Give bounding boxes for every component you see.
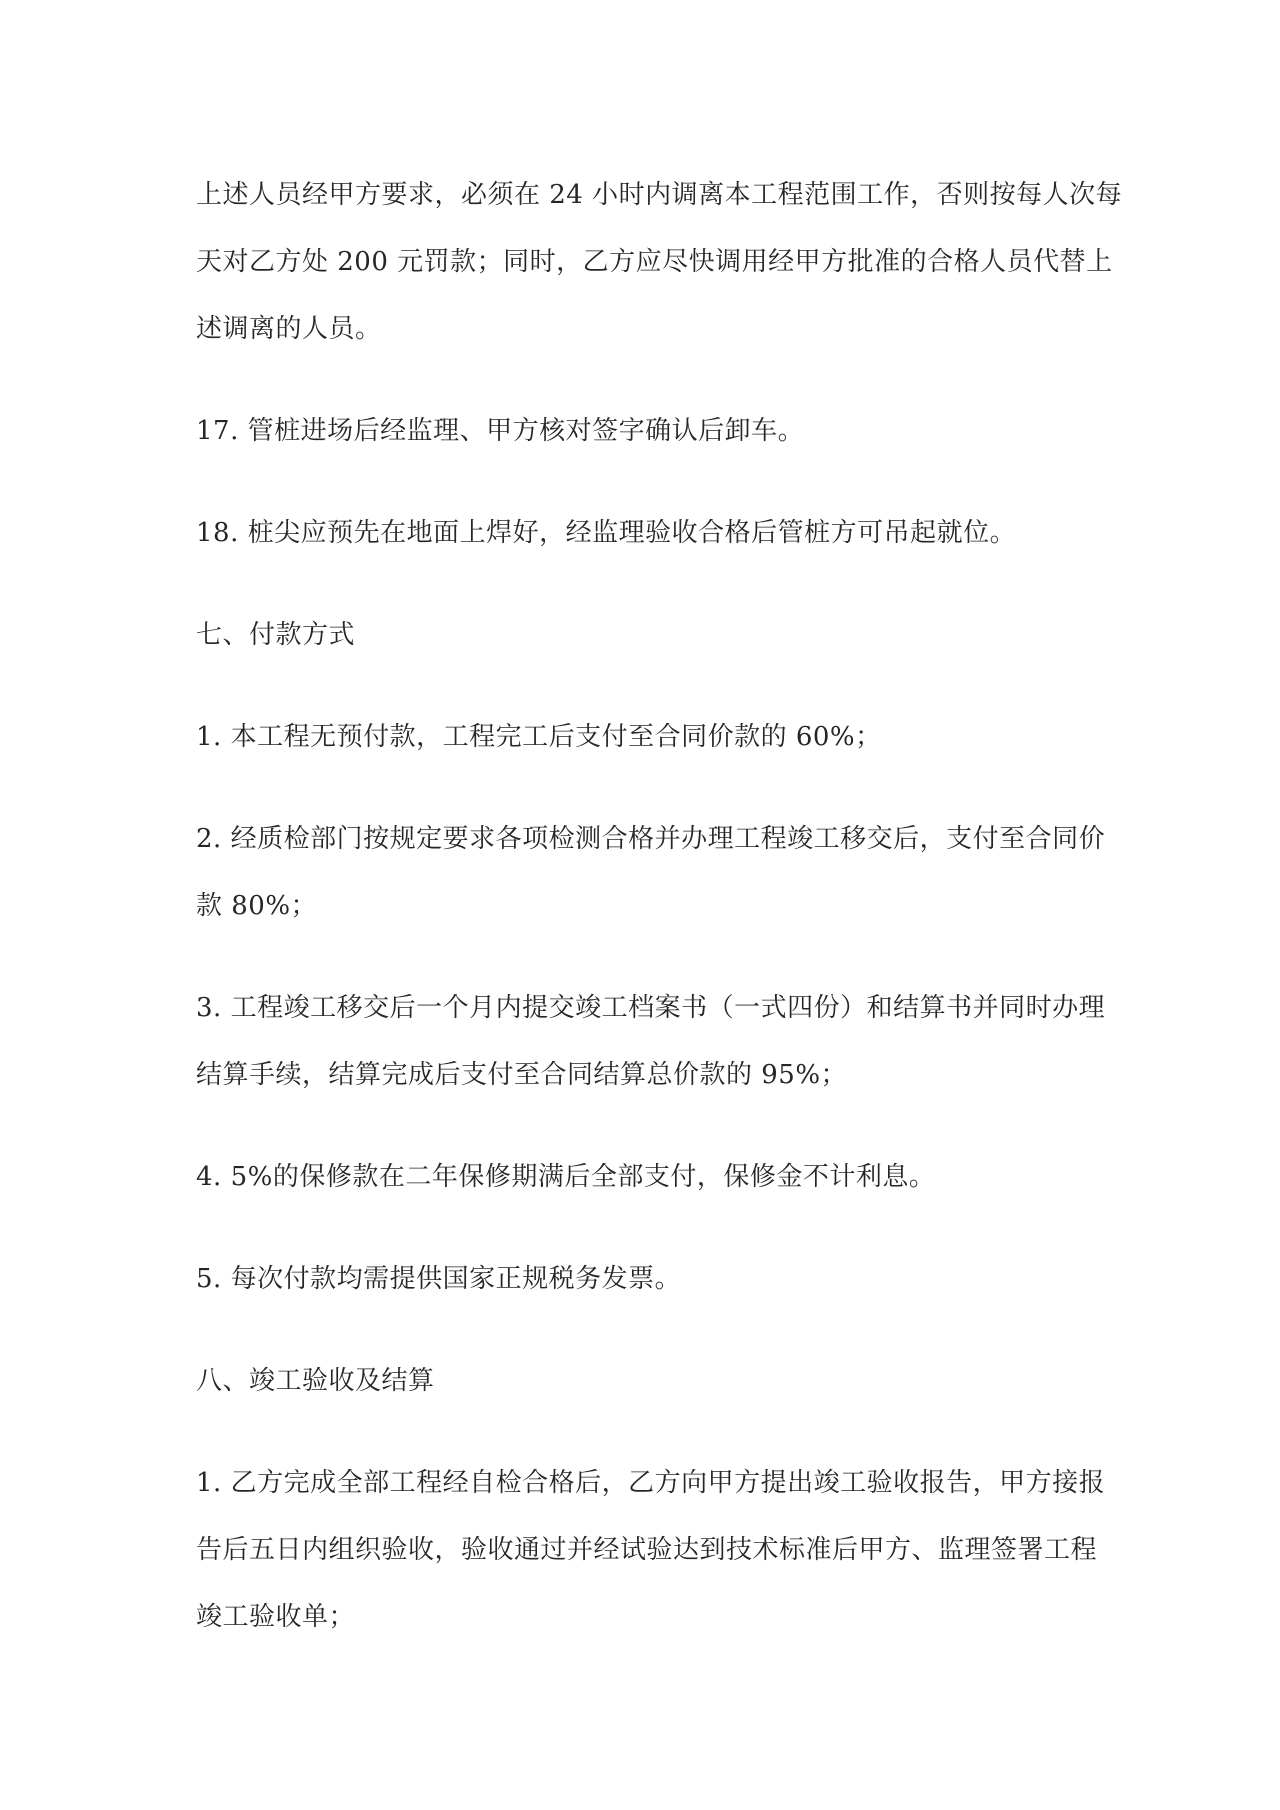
document-body bbox=[196, 162, 1123, 1686]
text-line: 述调离的人员。 bbox=[196, 314, 382, 344]
paragraph-payment-4 bbox=[196, 1144, 1096, 1211]
paragraph-payment-1 bbox=[196, 704, 1096, 771]
text-line: 上述人员经甲方要求，必须在 24 小时内调离本工程范围工作，否则按每人次每 bbox=[196, 180, 1123, 210]
text-line: 17. 管桩进场后经监理、甲方核对签字确认后卸车。 bbox=[196, 416, 805, 446]
text-line: 天对乙方处 200 元罚款；同时，乙方应尽快调用经甲方批准的合格人员代替上 bbox=[196, 247, 1113, 277]
text-line: 3. 工程竣工移交后一个月内提交竣工档案书（一式四份）和结算书并同时办理 bbox=[196, 993, 1106, 1023]
section-heading-acceptance bbox=[196, 1348, 1096, 1415]
text-line: 告后五日内组织验收，验收通过并经试验达到技术标准后甲方、监理签署工程 bbox=[196, 1535, 1098, 1565]
heading-text: 七、付款方式 bbox=[196, 620, 356, 650]
paragraph-item-17 bbox=[196, 398, 1096, 465]
paragraph-acceptance-1 bbox=[196, 1450, 1106, 1651]
text-line: 款 80%； bbox=[196, 891, 318, 921]
text-line: 5. 每次付款均需提供国家正规税务发票。 bbox=[196, 1264, 682, 1294]
text-line: 1. 乙方完成全部工程经自检合格后，乙方向甲方提出竣工验收报告，甲方接报 bbox=[196, 1468, 1106, 1498]
section-heading-payment bbox=[196, 602, 1096, 669]
text-line: 结算手续，结算完成后支付至合同结算总价款的 95%； bbox=[196, 1060, 848, 1090]
text-line: 4. 5%的保修款在二年保修期满后全部支付，保修金不计利息。 bbox=[196, 1162, 936, 1192]
heading-text: 八、竣工验收及结算 bbox=[196, 1366, 435, 1396]
text-line: 18. 桩尖应预先在地面上焊好，经监理验收合格后管桩方可吊起就位。 bbox=[196, 518, 1017, 548]
paragraph-item-18 bbox=[196, 500, 1096, 567]
paragraph-payment-3 bbox=[196, 975, 1106, 1109]
paragraph-continuation bbox=[196, 162, 1123, 363]
text-line: 1. 本工程无预付款，工程完工后支付至合同价款的 60%； bbox=[196, 722, 882, 752]
text-line: 2. 经质检部门按规定要求各项检测合格并办理工程竣工移交后，支付至合同价 bbox=[196, 824, 1106, 854]
paragraph-payment-5 bbox=[196, 1246, 1096, 1313]
paragraph-payment-2 bbox=[196, 806, 1106, 940]
text-line: 竣工验收单； bbox=[196, 1602, 356, 1632]
